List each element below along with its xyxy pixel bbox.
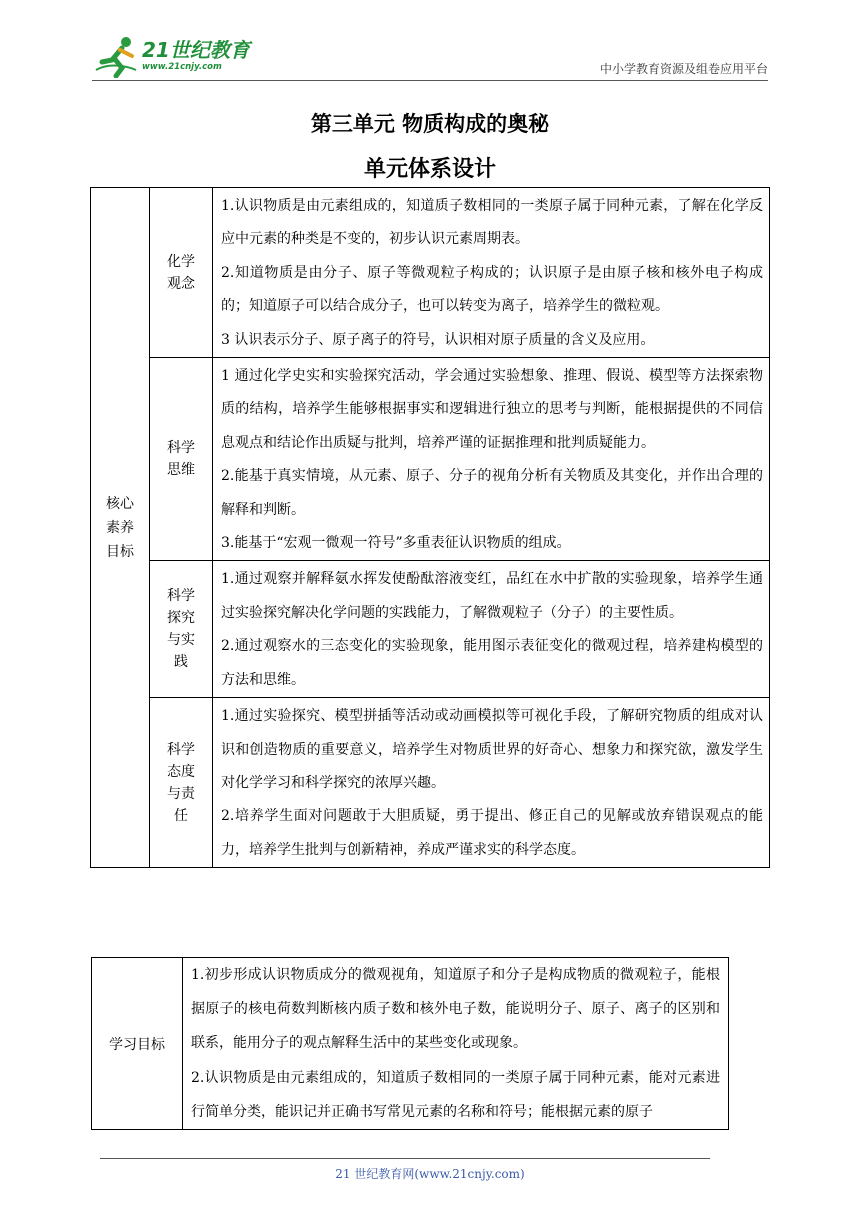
goal-item: 2.认识物质是由元素组成的，知道质子数相同的一类原子属于同种元素，能对元素进行简单分类，能识记并正确书写常见元素的名称和符号；能根据元素的原子 <box>191 1069 720 1120</box>
category-cell <box>150 698 213 868</box>
category-cell <box>150 188 213 358</box>
content-cell <box>183 958 729 1130</box>
goal-item: 2.培养学生面对问题敢于大胆质疑，勇于提出、修正自己的见解或放弃错误观点的能力，培养学生批判与创新精神，养成严谨求实的科学态度。 <box>221 808 763 858</box>
goal-item: 1.通过实验探究、模型拼插等活动或动画模拟等可视化手段，了解研究物质的组成对认识和创造物质的重要意义，培养学生对物质世界的好奇心、想象力和探究欲，激发学生对化学学习和科学探究的浓厚兴趣。 <box>221 708 763 791</box>
learning-label: 学习目标 <box>92 958 183 1130</box>
goal-item: 1 通过化学史实和实验探究活动，学会通过实验想象、推理、假说、模型等方法探索物质的结构，培养学生能够根据事实和逻辑进行独立的思考与判断，能根据提供的不同信息观点和结论作出质疑与批判，培养严谨的证据推理和批判质疑能力。 <box>221 368 763 451</box>
header-divider <box>92 80 768 81</box>
category-label: 科学探究与实践 <box>166 588 195 671</box>
site-logo[interactable] <box>92 34 262 78</box>
page-header <box>92 30 768 80</box>
logo-text: 21世纪教育 <box>142 38 250 62</box>
category-label: 科学态度与责任 <box>166 741 195 824</box>
category-cell <box>150 561 213 698</box>
goal-item: 2.知道物质是由分子、原子等微观粒子构成的；认识原子是由原子核和核外电子构成的；知道原子可以结合成分子，也可以转变为离子，培养学生的微粒观。 <box>221 264 763 315</box>
footer-link[interactable]: 21 世纪教育网(www.21cnjy.com) <box>335 1167 525 1181</box>
goal-item: 2.通过观察水的三态变化的实验现象，能用图示表征变化的微观过程，培养建构模型的方法和思维。 <box>221 638 763 688</box>
content-cell <box>213 698 770 868</box>
core-literacy-table <box>90 187 770 868</box>
table-row <box>91 188 770 358</box>
category-label: 化学观念 <box>166 253 195 292</box>
goal-item: 2.能基于真实情境，从元素、原子、分子的视角分析有关物质及其变化，并作出合理的解释和判断。 <box>221 468 763 518</box>
unit-title: 第三单元 物质构成的奥秘 <box>310 112 550 136</box>
table-row <box>92 958 729 1130</box>
goal-item: 3 认识表示分子、原子离子的符号，认识相对原子质量的含义及应用。 <box>221 331 655 348</box>
footer-divider <box>100 1158 710 1159</box>
goal-item: 1.认识物质是由元素组成的，知道质子数相同的一类原子属于同种元素，了解在化学反应中元素的种类是不变的，初步认识元素周期表。 <box>221 198 763 248</box>
content-cell <box>213 188 770 358</box>
section-title: 单元体系设计 <box>363 157 496 182</box>
core-label-cell <box>91 188 150 868</box>
category-cell <box>150 358 213 561</box>
content-cell <box>213 358 770 561</box>
table-row <box>91 561 770 698</box>
goal-item: 3.能基于“宏观一微观一符号”多重表征认识物质的组成。 <box>221 535 571 552</box>
content-cell <box>213 561 770 698</box>
goal-item: 1.通过观察并解释氨水挥发使酚酞溶液变红，品红在水中扩散的实验现象，培养学生通过实验探究解决化学问题的实践能力，了解微观粒子（分子）的主要性质。 <box>221 571 763 621</box>
core-label: 核心素养目标 <box>105 495 134 560</box>
goal-item: 1.初步形成认识物质成分的微观视角，知道原子和分子是构成物质的微观粒子，能根据原子的核电荷数判断核内质子数和核外电子数，能说明分子、原子、离子的区别和联系，能用分子的观点解释生活中的某些变化或现象。 <box>191 967 720 1052</box>
runner-icon <box>92 34 140 78</box>
platform-name: 中小学教育资源及组卷应用平台 <box>599 62 768 76</box>
learning-goals-table <box>91 957 729 1130</box>
category-label: 科学思维 <box>166 440 195 479</box>
table-row <box>91 698 770 868</box>
table-row <box>91 358 770 561</box>
logo-url: www.21cnjy.com <box>142 62 222 72</box>
